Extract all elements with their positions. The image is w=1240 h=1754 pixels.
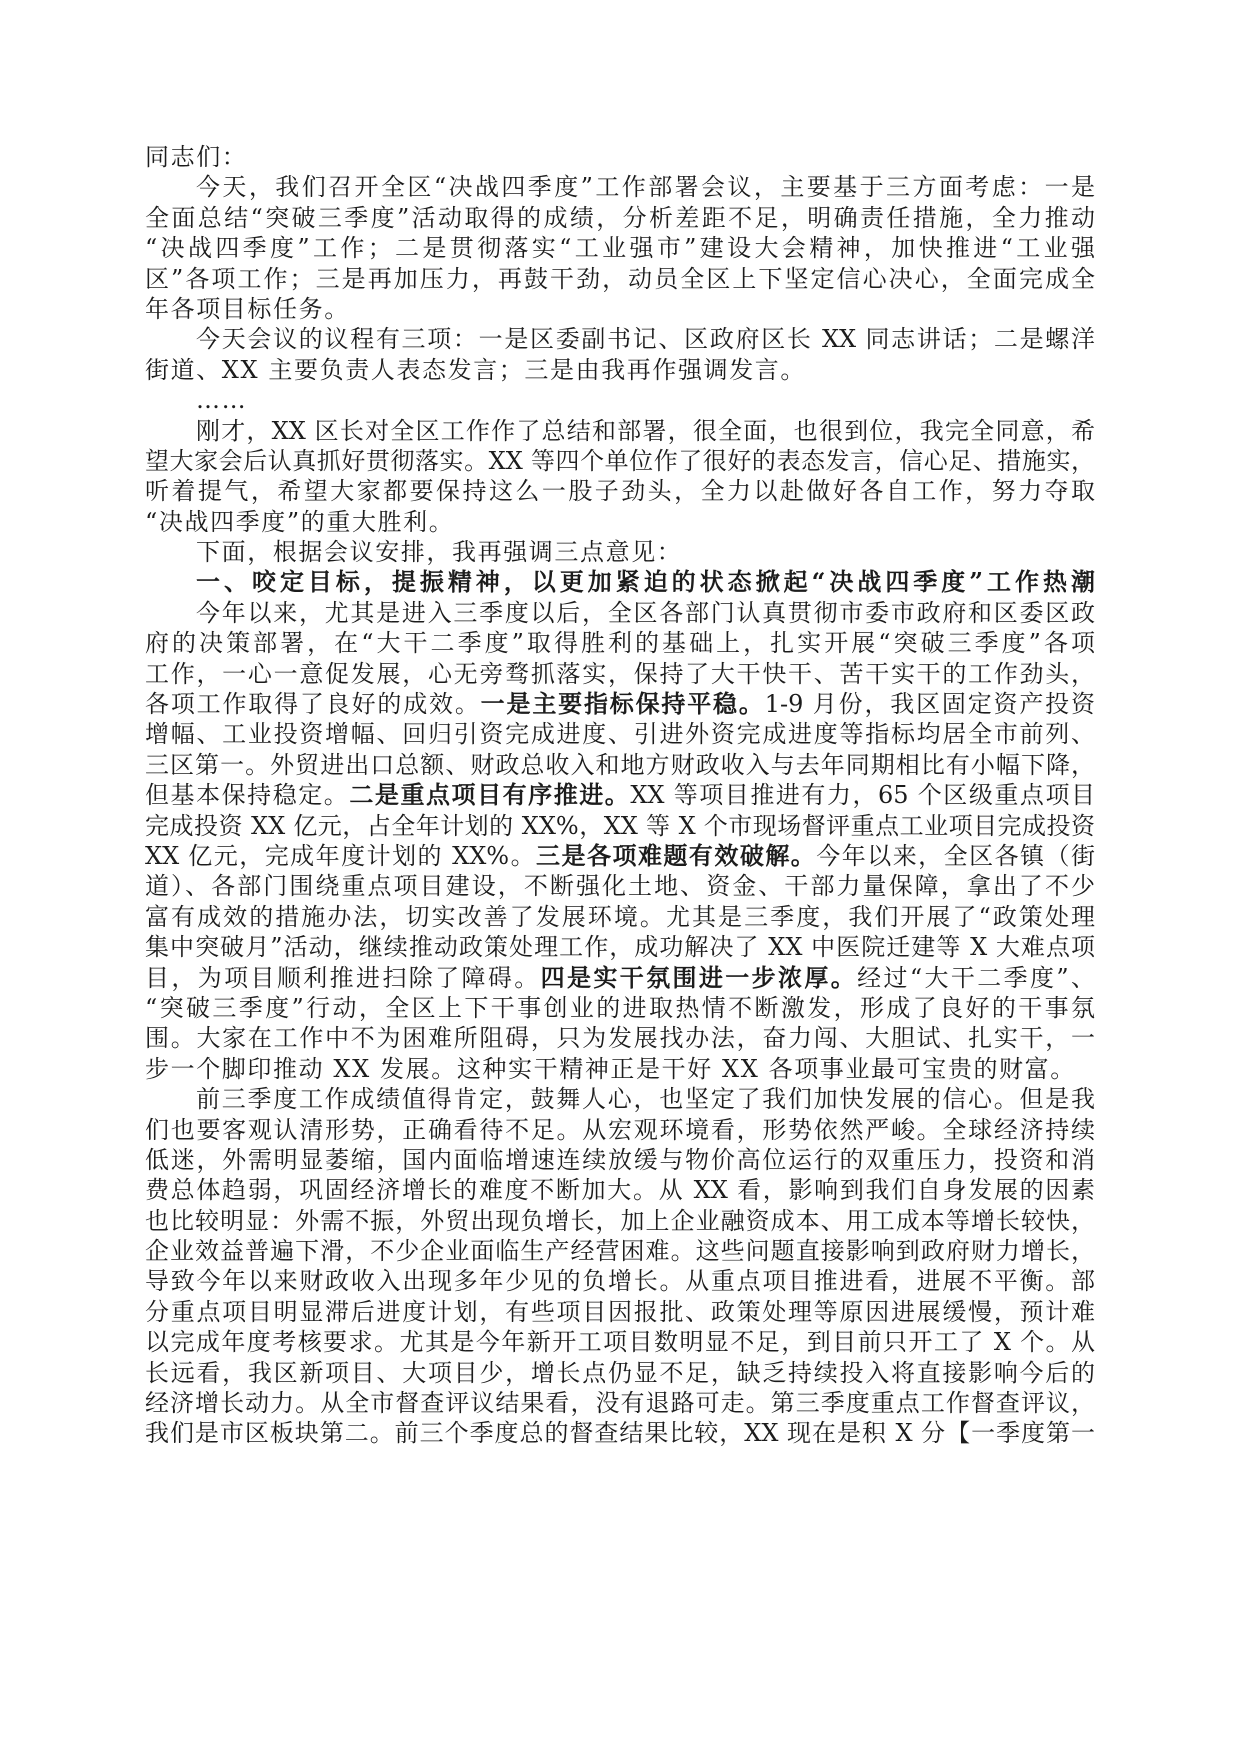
text-span: 经过“大干二季度”、 <box>857 963 1095 992</box>
text-span: 步一个脚印推动 XX 发展。这种实干精神正是干好 XX 各项事业最可宝贵的财富。 <box>145 1054 1076 1083</box>
text-line <box>145 811 1095 841</box>
text-span: 导致今年以来财政收入出现多年少见的负增长。从重点项目推进看，进展不平衡。部 <box>145 1267 1095 1296</box>
text-line <box>145 1327 1095 1357</box>
text-span: “突破三季度”行动，全区上下干事创业的进取热情不断激发，形成了良好的干事氛 <box>145 993 1095 1022</box>
text-line <box>145 507 1095 537</box>
paragraph <box>145 416 1095 538</box>
text-span: 们也要客观认清形势，正确看待不足。从宏观环境看，形势依然严峻。全球经济持续 <box>145 1115 1095 1144</box>
text-span: 也比较明显：外需不振，外贸出现负增长，加上企业融资成本、用工成本等增长较快， <box>145 1206 1095 1235</box>
text-span: 听着提气，希望大家都要保持这么一股子劲头，全力以赴做好各自工作，努力夺取 <box>145 477 1095 506</box>
text-span: 我们是市区板块第二。前三个季度总的督查结果比较，XX 现在是积 X 分【一季度第一 <box>145 1419 1095 1448</box>
text-line <box>145 871 1095 901</box>
text-line <box>145 264 1095 294</box>
text-line <box>145 598 1095 628</box>
text-span: 企业效益普遍下滑，不少企业面临生产经营困难。这些问题直接影响到政府财力增长， <box>145 1237 1095 1266</box>
text-span: 年各项目标任务。 <box>145 294 350 323</box>
text-line <box>145 1115 1095 1145</box>
text-line <box>145 324 1095 354</box>
text-span: 今年以来，尤其是进入三季度以后，全区各部门认真贯彻市委市政府和区委区政 <box>196 598 1095 627</box>
text-line <box>145 1418 1095 1448</box>
text-span: 费总体趋弱，巩固经济增长的难度不断加大。从 XX 看，影响到我们自身发展的因素 <box>145 1176 1095 1205</box>
paragraph <box>145 324 1095 385</box>
salutation <box>145 142 1095 172</box>
text-line <box>145 203 1095 233</box>
text-line <box>145 1297 1095 1327</box>
text-span: 下面，根据会议安排，我再强调三点意见： <box>196 538 683 567</box>
section-heading <box>145 567 1095 597</box>
text-line <box>145 294 1095 324</box>
text-line <box>145 355 1095 385</box>
text-line <box>145 902 1095 932</box>
text-span: 工作，一心一意促发展，心无旁骛抓落实，保持了大干快干、苦干实干的工作劲头， <box>145 659 1095 688</box>
text-span: 刚才，XX 区长对全区工作作了总结和部署，很全面，也很到位，我完全同意，希 <box>196 416 1095 445</box>
text-span: 三区第一。外贸进出口总额、财政总收入和地方财政收入与去年同期相比有小幅下降， <box>145 750 1095 779</box>
text-line <box>145 233 1095 263</box>
text-span: 各项工作取得了良好的成效。 <box>145 690 481 719</box>
text-span: 今天，我们召开全区“决战四季度”工作部署会议，主要基于三方面考虑：一是 <box>196 173 1095 202</box>
text-span: 以完成年度考核要求。尤其是今年新开工项目数明显不足，到目前只开工了 X 个。从 <box>145 1328 1095 1357</box>
paragraph <box>145 172 1095 324</box>
text-span: 街道、XX 主要负责人表态发言；三是由我再作强调发言。 <box>145 355 806 384</box>
bold-text: 一是主要指标保持平稳。 <box>480 689 765 719</box>
text-span: 府的决策部署，在“大干二季度”取得胜利的基础上，扎实开展“突破三季度”各项 <box>145 629 1095 658</box>
bold-text: 四是实干氛围进一步浓厚。 <box>540 962 858 992</box>
text-line <box>145 1175 1095 1205</box>
text-line <box>145 1388 1095 1418</box>
text-line <box>145 385 1095 415</box>
text-span: 前三季度工作成绩值得肯定，鼓舞人心，也坚定了我们加快发展的信心。但是我 <box>196 1085 1095 1114</box>
text-span: 围。大家在工作中不为困难所阻碍，只为发展找办法，奋力闯、大胆试、扎实干，一 <box>145 1024 1095 1053</box>
text-line <box>145 172 1095 202</box>
text-span: 道）、各部门围绕重点项目建设，不断强化土地、资金、干部力量保障，拿出了不少 <box>145 872 1095 901</box>
text-span: 集中突破月”活动，继续推动政策处理工作，成功解决了 XX 中医院迁建等 X 大难点项 <box>145 933 1095 962</box>
text-line <box>145 932 1095 962</box>
bold-text: 二是重点项目有序推进。 <box>349 780 631 810</box>
text-span: 分重点项目明显滞后进度计划，有些项目因报批、政策处理等原因进展缓慢，预计难 <box>145 1297 1095 1326</box>
text-line <box>145 1206 1095 1236</box>
text-line <box>145 142 1095 172</box>
text-line <box>145 1084 1095 1114</box>
text-span: 长远看，我区新项目、大项目少，增长点仍显不足，缺乏持续投入将直接影响今后的 <box>145 1358 1095 1387</box>
text-line <box>145 416 1095 446</box>
text-line <box>145 476 1095 506</box>
text-span: 1-9 月份，我区固定资产投资 <box>764 690 1095 719</box>
text-line <box>145 1358 1095 1388</box>
text-line <box>145 446 1095 476</box>
text-line <box>145 567 1095 597</box>
text-span: 全面总结“突破三季度”活动取得的成绩，分析差距不足，明确责任措施，全力推动 <box>145 203 1095 232</box>
text-line <box>145 1023 1095 1053</box>
text-line <box>145 1236 1095 1266</box>
bold-text: 三是各项难题有效破解。 <box>536 840 817 870</box>
text-span: 今年以来，全区各镇（街 <box>816 841 1095 870</box>
paragraph <box>145 385 1095 415</box>
text-line <box>145 750 1095 780</box>
text-line <box>145 1054 1095 1084</box>
text-line <box>145 780 1095 810</box>
text-span: 但基本保持稳定。 <box>145 781 350 810</box>
text-line <box>145 993 1095 1023</box>
text-line <box>145 537 1095 567</box>
paragraph <box>145 1084 1095 1449</box>
text-span: XX 等项目推进有力，65 个区级重点项目 <box>630 781 1095 810</box>
text-span: “决战四季度”工作；二是贯彻落实“工业强市”建设大会精神，加快推进“工业强 <box>145 234 1095 263</box>
text-span: XX 亿元，完成年度计划的 XX%。 <box>145 841 537 870</box>
text-span: 增幅、工业投资增幅、回归引资完成进度、引进外资完成进度等指标均居全市前列、 <box>145 720 1095 749</box>
text-line <box>145 719 1095 749</box>
paragraph <box>145 537 1095 567</box>
paragraph <box>145 598 1095 1084</box>
text-line <box>145 628 1095 658</box>
text-span: 目，为项目顺利推进扫除了障碍。 <box>145 963 541 992</box>
text-span: 区”各项工作；三是再加压力，再鼓干劲，动员全区上下坚定信心决心，全面完成全 <box>145 264 1095 293</box>
text-span: 低迷，外需明显萎缩，国内面临增速连续放缓与物价高位运行的双重压力，投资和消 <box>145 1145 1095 1174</box>
text-line <box>145 689 1095 719</box>
text-line <box>145 1145 1095 1175</box>
text-span: 同志们： <box>145 143 248 171</box>
text-span: 完成投资 XX 亿元，占全年计划的 XX%，XX 等 X 个市现场督评重点工业项目完成投资 <box>145 811 1095 840</box>
text-span: 经济增长动力。从全市督查评议结果看，没有退路可走。第三季度重点工作督查评议， <box>145 1389 1095 1418</box>
text-line <box>145 963 1095 993</box>
text-span: 富有成效的措施办法，切实改善了发展环境。尤其是三季度，我们开展了“政策处理 <box>145 902 1095 931</box>
text-line <box>145 1266 1095 1296</box>
text-span: “决战四季度”的重大胜利。 <box>145 507 455 536</box>
text-line <box>145 841 1095 871</box>
text-span: …… <box>196 386 248 415</box>
text-line <box>145 659 1095 689</box>
document-body <box>145 142 1095 1449</box>
text-span: 望大家会后认真抓好贯彻落实。XX 等四个单位作了很好的表态发言，信心足、措施实， <box>145 446 1095 475</box>
text-span: 今天会议的议程有三项：一是区委副书记、区政府区长 XX 同志讲话；二是螺洋 <box>196 325 1095 354</box>
bold-text: 一、咬定目标，提振精神，以更加紧迫的状态掀起“决战四季度”工作热潮 <box>196 567 1095 597</box>
